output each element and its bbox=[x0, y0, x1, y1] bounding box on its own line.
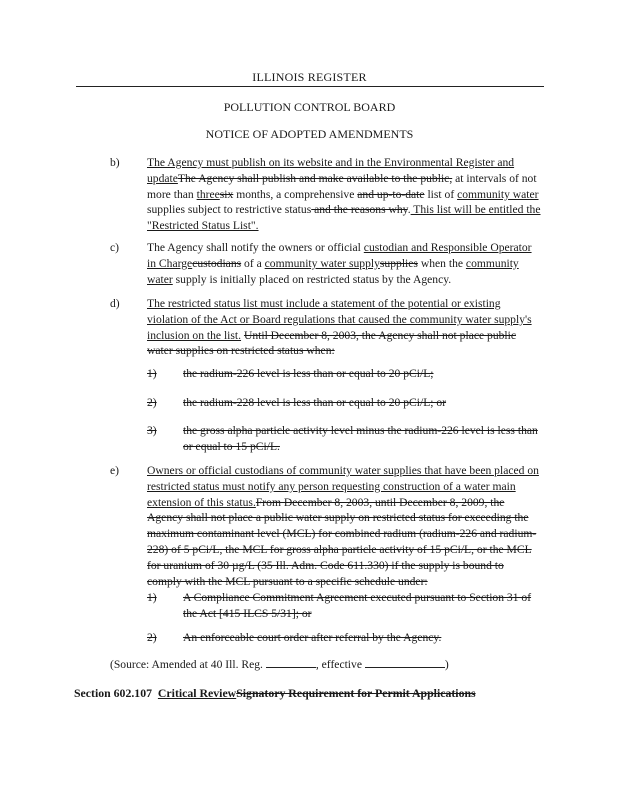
source-text-1: (Source: Amended at 40 Ill. Reg. bbox=[110, 658, 266, 671]
c-text-2: custodian and Responsible Operator in Charge bbox=[147, 241, 532, 270]
d-item-2: the radium-228 level is less than or equal to 20 pCi/L; or bbox=[183, 396, 447, 409]
section-new-title: Critical Review bbox=[157, 686, 237, 700]
para-b bbox=[147, 155, 542, 234]
b-text-10: supplies subject to restrictive status bbox=[147, 203, 312, 217]
b-text-9: community water bbox=[457, 187, 539, 201]
c-text-4: of a bbox=[241, 256, 265, 270]
para-e bbox=[147, 463, 539, 589]
b-text-8: list of bbox=[424, 187, 458, 201]
c-text-6: supplies bbox=[379, 256, 418, 270]
e-text-2: From December 8, 2003, until December 8, 2009, the Agency shall not place a public water supply on restricted status for exceeding the maximum contaminant level (MCL) for combined radium (radium-226 and radium-228) of 5 pCi/L, the MCL for gross alpha particle activity of 15 pCi/L, or the MCL for uranium of 30 µg/L (35 Ill. Adm. Code 611.330) if the supply is bound to comply with the MCL pursuant to a specific schedule under: bbox=[147, 495, 537, 588]
para-d bbox=[147, 296, 539, 359]
b-text-13: This list will be entitled the "Restricted Status List". bbox=[147, 203, 541, 233]
d-item-3-num: 3) bbox=[147, 424, 157, 437]
section-number: Section 602.107 bbox=[74, 686, 152, 700]
e-item-2: An enforceable court order after referral by the Agency. bbox=[183, 631, 442, 644]
e-item-2-num: 2) bbox=[147, 631, 157, 644]
b-text-2: The Agency shall publish and make available to the public, bbox=[177, 171, 453, 185]
d-item-2-num: 2) bbox=[147, 396, 157, 409]
b-text-3: at intervals of not more than bbox=[147, 171, 537, 201]
source-text-3: ) bbox=[444, 658, 449, 671]
notice-title: NOTICE OF ADOPTED AMENDMENTS bbox=[205, 127, 414, 141]
c-text-9: supply is initially placed on restricted status by the Agency. bbox=[172, 272, 452, 286]
b-text-4: three bbox=[196, 187, 220, 201]
c-text-3: custodians bbox=[192, 256, 242, 270]
para-e-label: e) bbox=[110, 464, 120, 477]
c-text-8: community water bbox=[147, 256, 519, 286]
c-text-5: community water supply bbox=[264, 256, 380, 270]
reg-blank bbox=[266, 656, 316, 668]
para-d-label: d) bbox=[110, 297, 120, 310]
para-c bbox=[147, 240, 537, 287]
e-text-1: Owners or official custodians of community water supplies that have been placed on restricted status must notify any person requesting construction of a water main extension of this status. bbox=[147, 464, 539, 509]
section-heading bbox=[74, 686, 476, 701]
para-b-label: b) bbox=[110, 156, 120, 169]
source-note bbox=[110, 656, 530, 673]
b-text-1: The Agency must publish on its website and in the Environmental Register and update bbox=[147, 156, 515, 185]
para-c-label: c) bbox=[110, 241, 120, 254]
source-text-2: , effective bbox=[315, 658, 365, 671]
b-text-12: . bbox=[407, 203, 411, 217]
d-item-3: the gross alpha particle activity level minus the radium-226 level is less than or equal to 15 pCi/L. bbox=[183, 424, 538, 453]
section-old-title: Signatory Requirement for Permit Applications bbox=[236, 686, 476, 700]
effective-blank bbox=[365, 656, 445, 668]
d-item-1: the radium-226 level is less than or equal to 20 pCi/L; bbox=[183, 367, 434, 380]
register-title: ILLINOIS REGISTER bbox=[252, 70, 367, 84]
e-item-1: A Compliance Commitment Agreement executed pursuant to Section 31 of the Act [415 ILCS 5/31]; or bbox=[183, 591, 532, 620]
b-text-6: months, a comprehensive bbox=[233, 187, 358, 201]
b-text-7: and up-to-date bbox=[357, 187, 425, 201]
d-item-1-num: 1) bbox=[147, 367, 157, 380]
header-rule bbox=[76, 86, 544, 87]
d-text-1: The restricted status list must include a statement of the potential or existing violation of the Act or Board regulations that caused the community water supply's inclusion on the list. bbox=[147, 297, 532, 342]
b-text-5: six bbox=[219, 187, 234, 201]
b-text-11: and the reasons why bbox=[311, 203, 408, 217]
c-text-7: when the bbox=[417, 256, 466, 270]
board-title: POLLUTION CONTROL BOARD bbox=[223, 100, 396, 114]
d-text-3: Until December 8, 2003, the Agency shall not place public water supplies on restricted status when: bbox=[147, 328, 517, 358]
e-item-1-num: 1) bbox=[147, 591, 157, 604]
c-text-1: The Agency shall notify the owners or official bbox=[147, 241, 364, 254]
